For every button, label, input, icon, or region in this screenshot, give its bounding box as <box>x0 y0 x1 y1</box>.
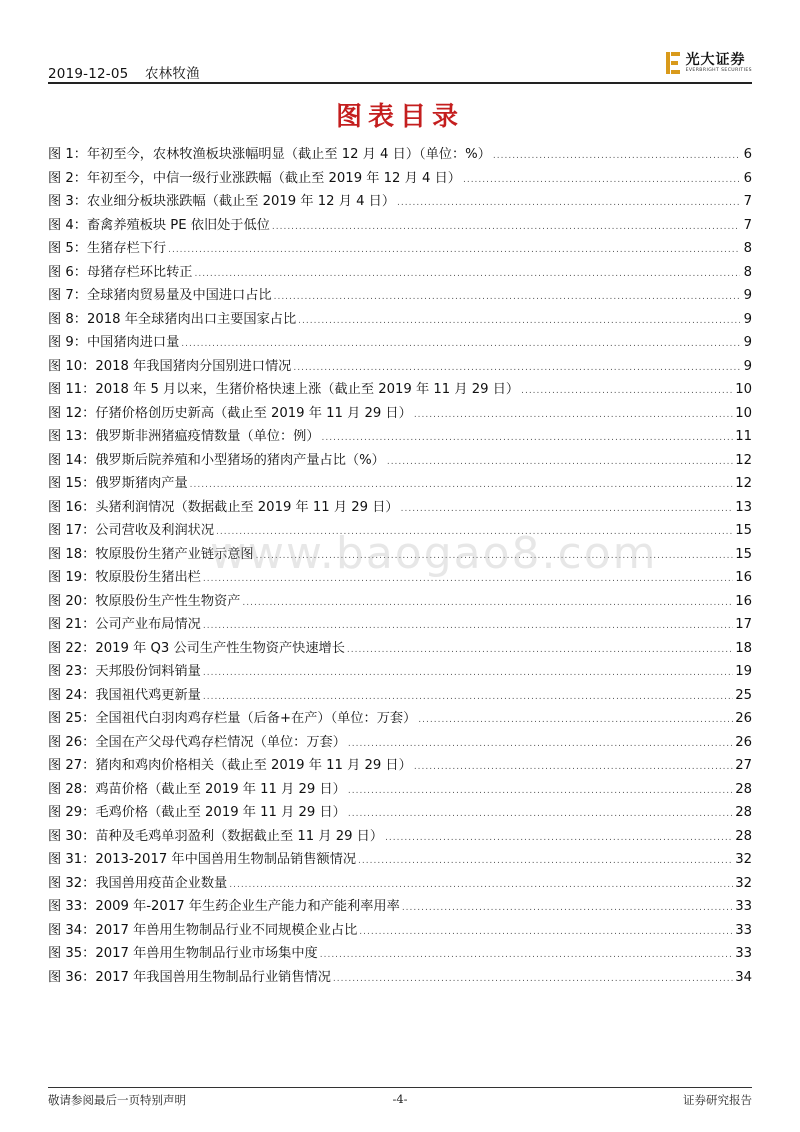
toc-entry-page: 11 <box>735 429 752 444</box>
toc-leader-dots <box>414 762 733 772</box>
toc-entry-page: 27 <box>735 758 752 773</box>
toc-leader-dots <box>387 457 733 467</box>
toc-entry-label: 图 35：2017 年兽用生物制品行业市场集中度 <box>48 946 318 961</box>
page-number: -4- <box>392 1092 408 1106</box>
logo-name-en: EVERBRIGHT SECURITIES <box>685 67 752 73</box>
toc-entry-label: 图 4：畜禽养殖板块 PE 依旧处于低位 <box>48 217 270 233</box>
toc-entry[interactable] <box>48 825 752 849</box>
toc-entry-page: 6 <box>743 147 752 162</box>
toc-entry[interactable] <box>48 848 752 872</box>
toc-entry[interactable] <box>48 707 752 731</box>
toc-leader-dots <box>333 974 733 984</box>
toc-entry[interactable] <box>48 590 752 614</box>
toc-entry[interactable] <box>48 543 752 567</box>
toc-entry[interactable] <box>48 167 752 191</box>
toc-entry[interactable] <box>48 402 752 426</box>
toc-leader-dots <box>521 386 733 396</box>
toc-entry[interactable] <box>48 966 752 990</box>
toc-entry-label: 图 11：2018 年 5 月以来，生猪价格快速上涨（截止至 2019 年 11 月 29 日） <box>48 382 520 397</box>
toc-entry[interactable] <box>48 919 752 943</box>
toc-entry-label: 图 23：天邦股份饲料销量 <box>48 664 201 679</box>
toc-entry[interactable] <box>48 472 752 496</box>
toc-leader-dots <box>397 198 740 208</box>
toc-entry-page: 12 <box>735 476 752 491</box>
toc-entry-label: 图 18：牧原股份生猪产业链示意图 <box>48 546 254 562</box>
toc-entry[interactable] <box>48 684 752 708</box>
toc-entry-label: 图 20：牧原股份生产性生物资产 <box>48 593 241 609</box>
toc-entry[interactable] <box>48 308 752 332</box>
toc-entry[interactable] <box>48 261 752 285</box>
toc-entry-page: 9 <box>743 288 752 303</box>
toc-leader-dots <box>293 363 740 373</box>
toc-entry-page: 33 <box>735 922 752 938</box>
toc-entry-page: 19 <box>735 664 752 679</box>
toc-entry[interactable] <box>48 519 752 543</box>
toc-entry-label: 图 31：2013-2017 年中国兽用生物制品销售额情况 <box>48 852 357 867</box>
toc-entry-label: 图 24：我国祖代鸡更新量 <box>48 687 201 703</box>
toc-leader-dots <box>385 833 733 843</box>
page-title: 图表目录 <box>335 102 464 132</box>
toc-entry-label: 图 34：2017 年兽用生物制品行业不同规模企业占比 <box>48 922 358 938</box>
toc-entry-page: 26 <box>735 734 752 750</box>
footer-disclaimer: 敬请参阅最后一页特别声明 <box>48 1093 186 1107</box>
toc-entry-page: 28 <box>735 781 752 797</box>
toc-entry-page: 28 <box>735 805 752 820</box>
toc-entry-page: 8 <box>743 241 752 256</box>
toc-entry-label: 图 36：2017 年我国兽用生物制品行业销售情况 <box>48 969 331 985</box>
toc-leader-dots <box>320 950 733 960</box>
toc-leader-dots <box>493 151 740 161</box>
toc-entry-label: 图 5：生猪存栏下行 <box>48 241 167 256</box>
toc-entry-label: 图 7：全球猪肉贸易量及中国进口占比 <box>48 288 272 303</box>
toc-entry-page: 13 <box>735 499 752 515</box>
toc-entry-page: 33 <box>735 946 752 961</box>
toc-entry-page: 9 <box>743 358 752 374</box>
page-header <box>48 51 752 82</box>
toc-entry-page: 17 <box>735 617 752 632</box>
toc-leader-dots <box>168 245 740 255</box>
toc-entry-page: 16 <box>735 570 752 585</box>
toc-entry-label: 图 28：鸡苗价格（截止至 2019 年 11 月 29 日） <box>48 781 346 797</box>
report-date: 2019-12-05 <box>48 66 129 82</box>
toc-leader-dots <box>194 269 740 279</box>
toc-leader-dots <box>216 527 733 537</box>
toc-entry-label: 图 21：公司产业布局情况 <box>48 617 201 632</box>
toc-leader-dots <box>242 598 733 608</box>
footer-divider <box>48 1087 752 1088</box>
toc-entry-label: 图 14：俄罗斯后院养殖和小型猪场的猪肉产量占比（%） <box>48 452 385 468</box>
toc-entry-page: 6 <box>743 170 752 186</box>
toc-leader-dots <box>359 927 733 937</box>
logo-name-cn: 光大证券 <box>685 51 746 68</box>
toc-entry[interactable] <box>48 778 752 802</box>
toc-entry[interactable] <box>48 754 752 778</box>
toc-entry-label: 图 3：农业细分板块涨跌幅（截止至 2019 年 12 月 4 日） <box>48 194 396 209</box>
toc-entry-page: 32 <box>735 875 752 891</box>
toc-entry-page: 33 <box>735 899 752 914</box>
toc-entry-page: 10 <box>735 382 752 397</box>
toc-entry-label: 图 32：我国兽用疫苗企业数量 <box>48 875 228 891</box>
toc-leader-dots <box>203 668 733 678</box>
toc-entry[interactable] <box>48 613 752 637</box>
toc-entry-label: 图 22：2019 年 Q3 公司生产性生物资产快速增长 <box>48 640 345 656</box>
toc-leader-dots <box>229 880 733 890</box>
company-logo <box>666 50 752 76</box>
toc-entry-page: 7 <box>743 194 752 209</box>
toc-entry-page: 16 <box>735 593 752 609</box>
toc-leader-dots <box>347 645 733 655</box>
footer-doc-type: 证券研究报告 <box>683 1093 752 1107</box>
figure-table-of-contents <box>48 143 752 989</box>
toc-entry-label: 图 6：母猪存栏环比转正 <box>48 264 193 280</box>
toc-entry-page: 25 <box>735 687 752 703</box>
toc-entry-page: 28 <box>735 828 752 844</box>
toc-entry[interactable] <box>48 378 752 402</box>
toc-entry[interactable] <box>48 355 752 379</box>
toc-leader-dots <box>418 715 733 725</box>
toc-entry-page: 9 <box>743 335 752 350</box>
logo-mark-icon <box>666 52 680 74</box>
toc-entry[interactable] <box>48 143 752 167</box>
report-sector: 农林牧渔 <box>144 66 200 82</box>
toc-entry-label: 图 13：俄罗斯非洲猪瘟疫情数量（单位：例） <box>48 429 320 444</box>
toc-entry-page: 7 <box>743 217 752 233</box>
toc-entry-label: 图 8：2018 年全球猪肉出口主要国家占比 <box>48 311 297 327</box>
toc-entry-page: 12 <box>735 452 752 468</box>
toc-entry[interactable] <box>48 942 752 966</box>
toc-leader-dots <box>181 339 740 349</box>
toc-entry-label: 图 25：全国祖代白羽肉鸡存栏量（后备+在产）（单位：万套） <box>48 711 417 726</box>
toc-leader-dots <box>274 292 740 302</box>
watermark: www.baogao8.com <box>210 528 658 579</box>
toc-entry[interactable] <box>48 449 752 473</box>
toc-leader-dots <box>402 903 733 913</box>
toc-entry[interactable] <box>48 237 752 261</box>
toc-entry-label: 图 12：仔猪价格创历史新高（截止至 2019 年 11 月 29 日） <box>48 405 412 421</box>
toc-entry-page: 9 <box>743 311 752 327</box>
toc-entry-label: 图 33：2009 年-2017 年生药企业生产能力和产能利率用率 <box>48 899 400 914</box>
toc-entry-label: 图 29：毛鸡价格（截止至 2019 年 11 月 29 日） <box>48 805 346 820</box>
toc-leader-dots <box>348 786 733 796</box>
toc-entry-page: 18 <box>735 640 752 656</box>
toc-entry[interactable] <box>48 496 752 520</box>
toc-leader-dots <box>203 621 733 631</box>
toc-entry-label: 图 17：公司营收及利润状况 <box>48 523 215 538</box>
toc-leader-dots <box>203 574 733 584</box>
toc-entry-page: 26 <box>735 711 752 726</box>
toc-entry-page: 32 <box>735 852 752 867</box>
toc-leader-dots <box>414 410 733 420</box>
toc-entry-label: 图 26：全国在产父母代鸡存栏情况（单位：万套） <box>48 734 346 750</box>
toc-entry[interactable] <box>48 190 752 214</box>
toc-entry-label: 图 15：俄罗斯猪肉产量 <box>48 476 188 491</box>
toc-leader-dots <box>256 551 734 561</box>
toc-leader-dots <box>272 222 740 232</box>
header-info <box>48 62 200 82</box>
toc-leader-dots <box>203 692 733 702</box>
toc-entry-label: 图 16：头猪利润情况（数据截止至 2019 年 11 月 29 日） <box>48 499 399 515</box>
toc-entry-label: 图 27：猪肉和鸡肉价格相关（截止至 2019 年 11 月 29 日） <box>48 758 412 773</box>
toc-entry[interactable] <box>48 331 752 355</box>
toc-entry-label: 图 9：中国猪肉进口量 <box>48 335 180 350</box>
toc-leader-dots <box>190 480 734 490</box>
toc-entry-page: 10 <box>735 405 752 421</box>
header-divider <box>48 82 752 84</box>
toc-entry[interactable] <box>48 660 752 684</box>
toc-entry[interactable] <box>48 801 752 825</box>
toc-entry[interactable] <box>48 566 752 590</box>
toc-entry[interactable] <box>48 872 752 896</box>
toc-entry-page: 15 <box>735 546 752 562</box>
toc-leader-dots <box>358 856 733 866</box>
toc-entry-label: 图 10：2018 年我国猪肉分国别进口情况 <box>48 358 292 374</box>
toc-leader-dots <box>348 809 733 819</box>
toc-entry[interactable] <box>48 731 752 755</box>
toc-leader-dots <box>322 433 734 443</box>
toc-leader-dots <box>348 739 733 749</box>
toc-leader-dots <box>463 175 740 185</box>
toc-entry[interactable] <box>48 637 752 661</box>
toc-entry-label: 图 30：苗种及毛鸡单羽盈利（数据截止至 11 月 29 日） <box>48 828 384 844</box>
toc-leader-dots <box>298 316 740 326</box>
toc-entry-page: 8 <box>743 264 752 280</box>
toc-entry[interactable] <box>48 214 752 238</box>
toc-entry-page: 15 <box>735 523 752 538</box>
toc-entry-label: 图 2：年初至今，中信一级行业涨跌幅（截止至 2019 年 12 月 4 日） <box>48 170 461 186</box>
toc-entry-label: 图 19：牧原股份生猪出栏 <box>48 570 201 585</box>
toc-entry[interactable] <box>48 284 752 308</box>
toc-leader-dots <box>401 504 734 514</box>
toc-entry[interactable] <box>48 425 752 449</box>
toc-entry-label: 图 1：年初至今，农林牧渔板块涨幅明显（截止至 12 月 4 日）（单位：%） <box>48 147 491 162</box>
toc-entry-page: 34 <box>735 969 752 985</box>
toc-entry[interactable] <box>48 895 752 919</box>
